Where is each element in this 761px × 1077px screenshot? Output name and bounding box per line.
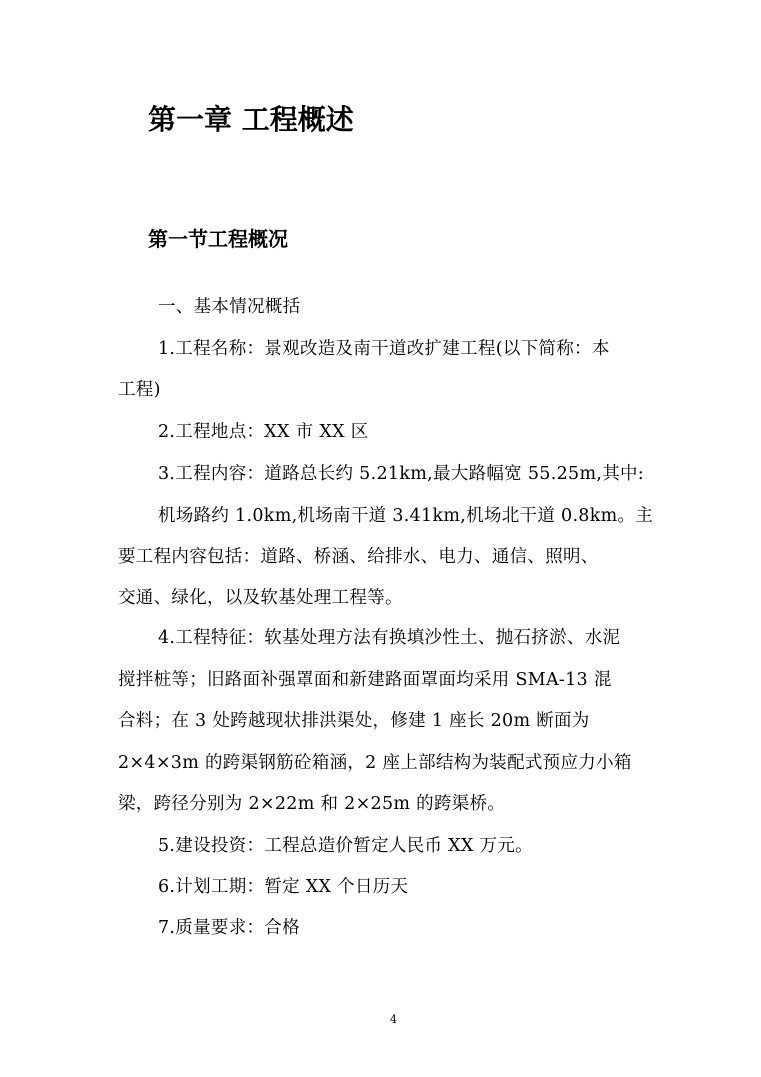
text-line: 1.工程名称：景观改造及南干道改扩建工程(以下简称：本 [158,339,610,359]
text-line: 4.工程特征：软基处理方法有换填沙性土、抛石挤淤、水泥 [158,628,621,648]
text-line: 3.工程内容：道路总长约 5.21km,最大路幅宽 55.25m,其中: [158,464,644,484]
page-number: 4 [390,1013,397,1026]
text-line: 7.质量要求：合格 [158,918,300,938]
section-title: 第一节工程概况 [148,227,288,251]
text-line: 6.计划工期：暂定 XX 个日历天 [158,877,409,897]
text-line: 工程) [118,380,161,400]
text-line: 2×4×3m 的跨渠钢筋砼箱涵，2 座上部结构为装配式预应力小箱 [118,753,632,773]
text-line: 要工程内容包括：道路、桥涵、给排水、电力、通信、照明、 [118,547,599,567]
text-line: 机场路约 1.0km,机场南干道 3.41km,机场北干道 0.8km。主 [158,506,654,526]
text-line: 搅拌桩等；旧路面补强罩面和新建路面罩面均采用 SMA-13 混 [118,670,612,690]
subheading: 一、基本情况概括 [158,297,301,317]
text-line: 交通、绿化，以及软基处理工程等。 [118,588,403,608]
text-line: 合料；在 3 处跨越现状排洪渠处，修建 1 座长 20m 断面为 [118,711,590,731]
text-line: 2.工程地点：XX 市 XX 区 [158,422,369,442]
text-line: 5.建设投资：工程总造价暂定人民币 XX 万元。 [158,836,533,856]
text-line: 梁，跨径分别为 2×22m 和 2×25m 的跨渠桥。 [118,794,506,814]
chapter-title: 第一章 工程概述 [148,103,354,136]
